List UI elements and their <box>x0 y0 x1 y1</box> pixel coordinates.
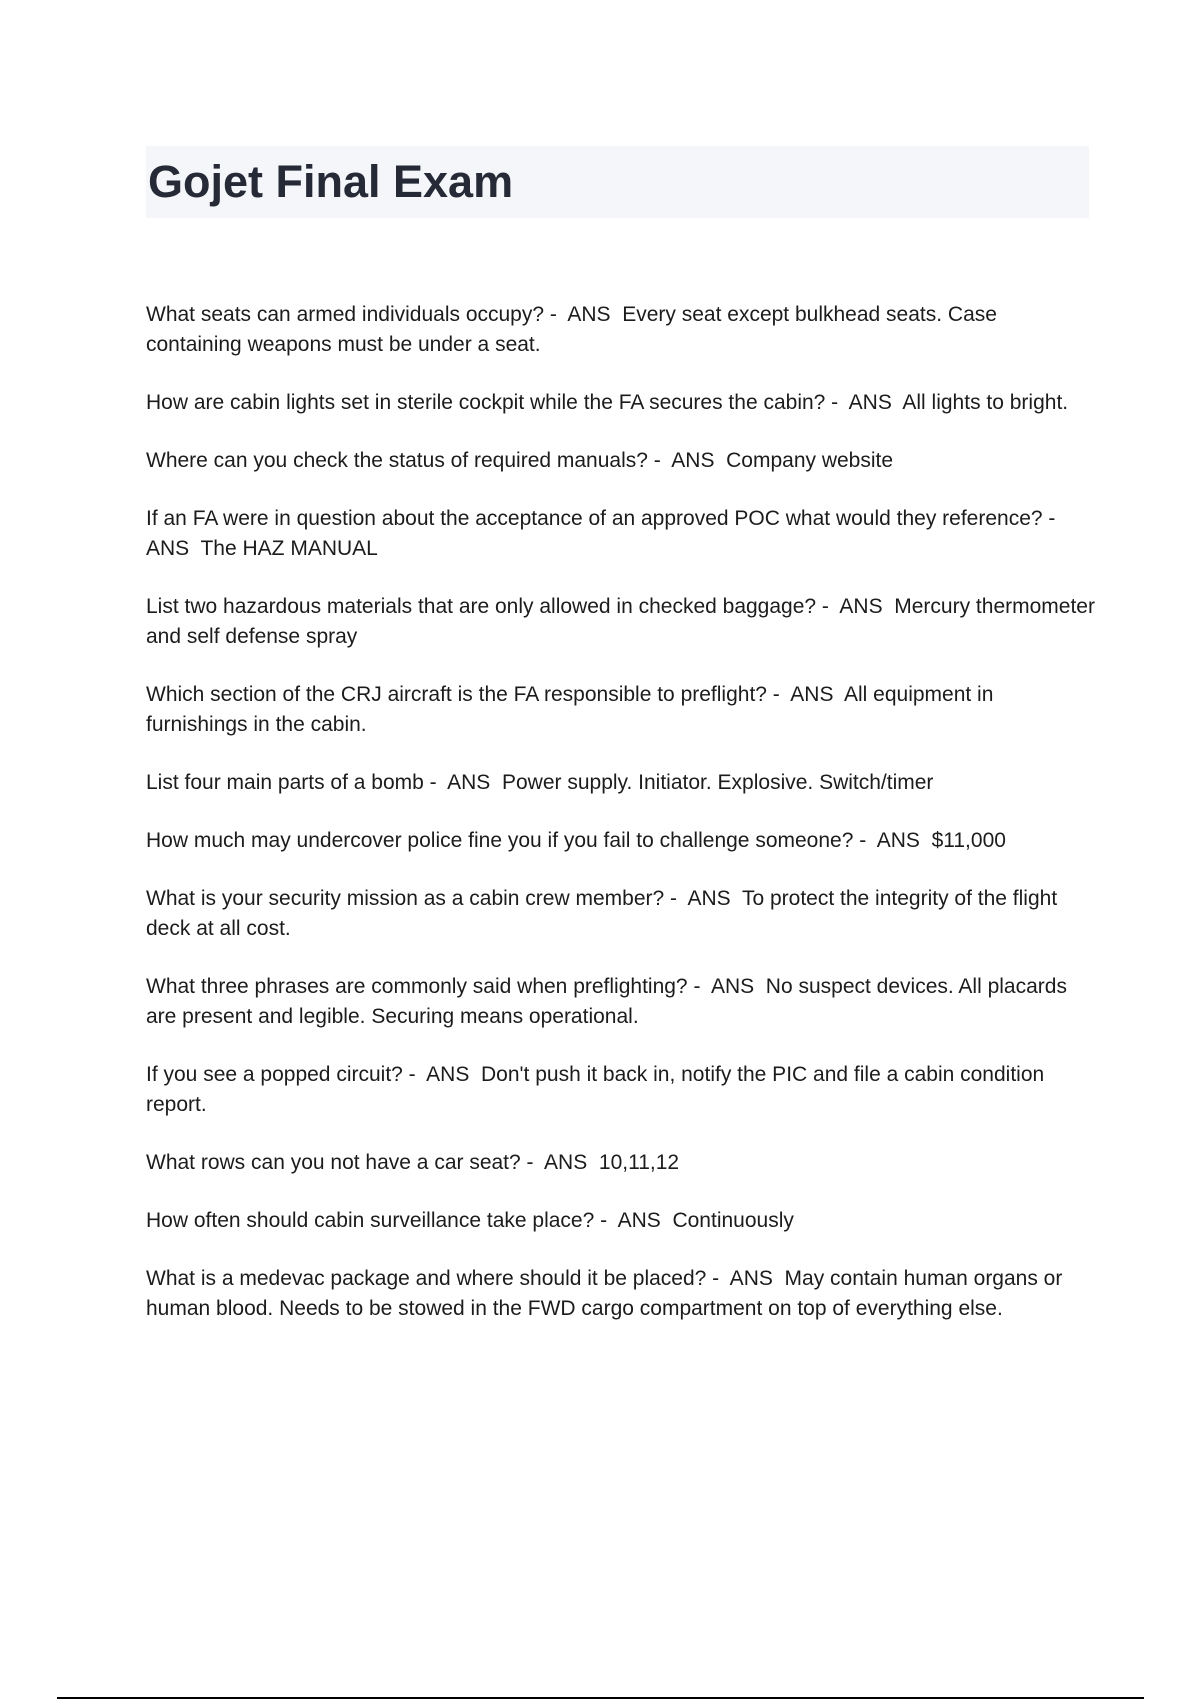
qa-item: If an FA were in question about the acceptance of an approved POC what would they reference? - ANS The HAZ MANUAL <box>146 507 1066 560</box>
qa-item: What is your security mission as a cabin crew member? - ANS To protect the integrity of the flight deck at all cost. <box>146 887 1063 940</box>
qa-item: How much may undercover police fine you if you fail to challenge someone? - ANS $11,000 <box>146 829 1006 852</box>
title-banner <box>146 146 1089 218</box>
qa-item: How are cabin lights set in sterile cockpit while the FA secures the cabin? - ANS All lights to bright. <box>146 391 1069 414</box>
qa-item: What is a medevac package and where should it be placed? - ANS May contain human organs or human blood. Needs to be stowed in the FWD cargo compartment on top of everything else. <box>146 1267 1069 1320</box>
qa-item: Where can you check the status of required manuals? - ANS Company website <box>146 449 894 472</box>
qa-item: How often should cabin surveillance take place? - ANS Continuously <box>146 1209 794 1232</box>
qa-item: List four main parts of a bomb - ANS Power supply. Initiator. Explosive. Switch/timer <box>146 771 934 794</box>
qa-item: Which section of the CRJ aircraft is the FA responsible to preflight? - ANS All equipment in furnishings in the cabin. <box>146 683 1000 736</box>
qa-item: If you see a popped circuit? - ANS Don't push it back in, notify the PIC and file a cabin condition report. <box>146 1063 1051 1116</box>
page-title: Gojet Final Exam <box>148 156 514 207</box>
qa-item: List two hazardous materials that are only allowed in checked baggage? - ANS Mercury thermometer and self defense spray <box>146 595 1101 648</box>
footer-divider <box>57 1697 1144 1699</box>
qa-item: What seats can armed individuals occupy? - ANS Every seat except bulkhead seats. Case containing weapons must be under a seat. <box>146 303 1003 356</box>
qa-list <box>146 300 1101 1352</box>
qa-item: What rows can you not have a car seat? - ANS 10,11,12 <box>146 1151 680 1174</box>
qa-item: What three phrases are commonly said when preflighting? - ANS No suspect devices. All placards are present and legible. Securing means operational. <box>146 975 1073 1028</box>
